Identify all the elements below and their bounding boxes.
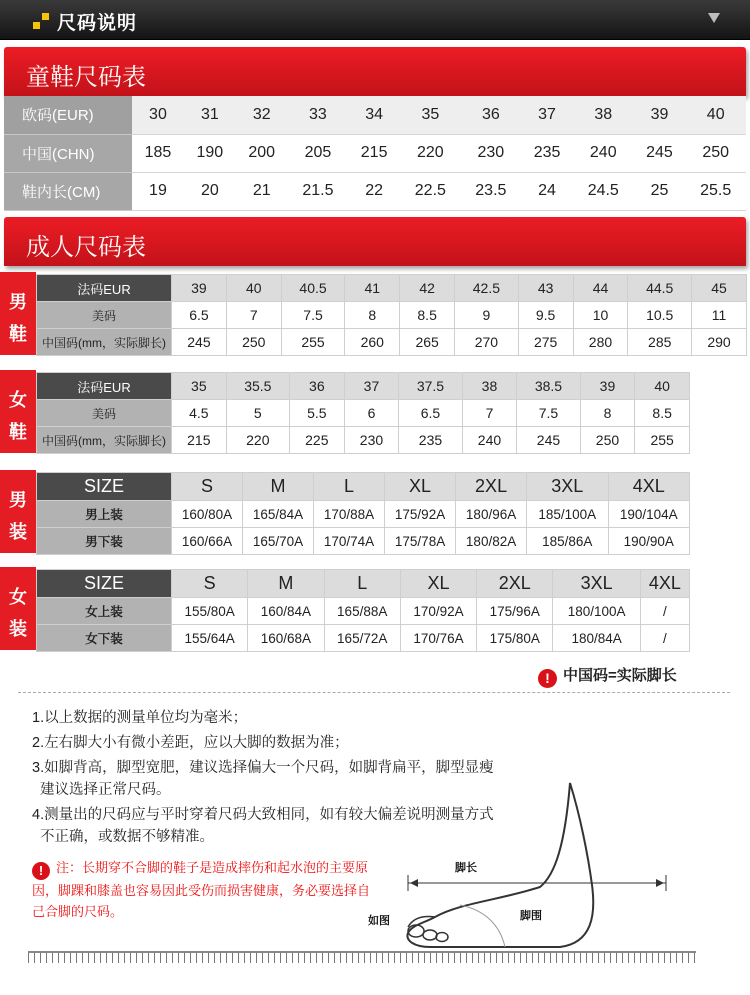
table-cell: 35 — [400, 96, 461, 134]
table-row — [37, 625, 690, 652]
row-header: SIZE — [37, 473, 172, 501]
table-cell: 275 — [518, 329, 573, 356]
table-cell: 7.5 — [517, 400, 580, 427]
table-cell: 180/84A — [553, 625, 640, 652]
table-cell: 22.5 — [400, 172, 461, 210]
table-cell: 270 — [455, 329, 519, 356]
table-cell: 38 — [573, 96, 634, 134]
table-cell: 185 — [132, 134, 184, 172]
table-cell: 38.5 — [517, 373, 580, 400]
size-note-text: 中国码=实际脚长 — [563, 667, 677, 684]
table-row — [37, 373, 690, 400]
table-cell: 250 — [580, 427, 635, 454]
table-cell: 20 — [184, 172, 236, 210]
table-cell: 170/88A — [314, 501, 385, 528]
row-header: 女上装 — [37, 598, 172, 625]
table-row — [37, 570, 690, 598]
women-clothes-table — [36, 569, 690, 652]
triangle-down-icon[interactable] — [708, 13, 720, 23]
men-clothes-side-label — [0, 470, 36, 553]
warning-icon: ! — [32, 862, 50, 880]
kids-size-title: 童鞋尺码表 — [26, 64, 146, 91]
table-cell: 36 — [461, 96, 522, 134]
men-shoes-table — [36, 274, 747, 356]
caution-note — [32, 857, 372, 922]
table-cell: 25 — [634, 172, 686, 210]
side-char: 男 — [9, 490, 27, 510]
table-row — [37, 473, 690, 501]
table-cell: L — [314, 473, 385, 501]
table-cell: 240 — [462, 427, 517, 454]
table-cell: 285 — [628, 329, 692, 356]
table-cell: 45 — [692, 275, 747, 302]
table-cell: / — [640, 625, 689, 652]
table-cell: 36 — [290, 373, 345, 400]
table-cell: 2XL — [456, 473, 527, 501]
row-header: 法码EUR — [37, 373, 172, 400]
side-char: 女 — [9, 390, 27, 410]
table-cell: 170/76A — [400, 625, 476, 652]
side-char: 男 — [9, 292, 27, 312]
row-header: 男下装 — [37, 528, 172, 555]
table-cell: 37 — [344, 373, 399, 400]
row-header: 鞋内长(CM) — [4, 172, 132, 210]
table-cell: 255 — [281, 329, 345, 356]
men-shoes-side-label — [0, 272, 36, 355]
table-cell: 165/72A — [324, 625, 400, 652]
table-row — [4, 172, 746, 210]
table-cell: 40 — [685, 96, 746, 134]
row-header: 中国(CHN) — [4, 134, 132, 172]
table-cell: 37.5 — [399, 373, 462, 400]
row-header: 中国码(mm，实际脚长) — [37, 427, 172, 454]
table-cell: 165/84A — [243, 501, 314, 528]
table-cell: 33 — [288, 96, 349, 134]
table-cell: 10 — [573, 302, 628, 329]
table-cell: 180/100A — [553, 598, 640, 625]
table-cell: 40 — [635, 373, 690, 400]
table-row — [37, 598, 690, 625]
foot-measure-figure — [360, 775, 690, 960]
side-char: 女 — [9, 587, 27, 607]
table-cell: 290 — [692, 329, 747, 356]
table-cell: 155/64A — [172, 625, 248, 652]
table-cell: 260 — [345, 329, 400, 356]
table-cell: 30 — [132, 96, 184, 134]
table-cell: 200 — [236, 134, 288, 172]
top-header — [0, 0, 750, 40]
instruction-line: 不正确，或数据不够精准。 — [40, 829, 214, 845]
table-cell: 23.5 — [461, 172, 522, 210]
row-header: 欧码(EUR) — [4, 96, 132, 134]
table-cell: 190/90A — [608, 528, 690, 555]
table-cell: 245 — [172, 329, 227, 356]
table-cell: 245 — [634, 134, 686, 172]
divider — [18, 692, 730, 693]
table-cell: 31 — [184, 96, 236, 134]
table-cell: 160/80A — [172, 501, 243, 528]
table-row — [37, 427, 690, 454]
table-cell: 255 — [635, 427, 690, 454]
instruction-line: 1.以上数据的测量单位均为毫米； — [32, 710, 248, 726]
kids-size-banner — [4, 47, 746, 96]
side-char: 装 — [9, 619, 27, 639]
table-cell: 250 — [226, 329, 281, 356]
table-cell: 8.5 — [635, 400, 690, 427]
table-cell: 8.5 — [400, 302, 455, 329]
ruler — [28, 951, 696, 971]
table-cell: 230 — [344, 427, 399, 454]
table-cell: 180/82A — [456, 528, 527, 555]
table-cell: XL — [385, 473, 456, 501]
table-cell: 11 — [692, 302, 747, 329]
table-row — [37, 501, 690, 528]
table-cell: 4XL — [640, 570, 689, 598]
table-cell: 215 — [172, 427, 227, 454]
table-cell: 39 — [634, 96, 686, 134]
table-cell: 6 — [344, 400, 399, 427]
side-char: 鞋 — [9, 324, 27, 344]
kids-size-table — [4, 96, 746, 211]
instruction-line: 建议选择正常尺码。 — [40, 782, 171, 798]
row-header: 美码 — [37, 400, 172, 427]
table-cell: 35 — [172, 373, 227, 400]
table-cell: 44.5 — [628, 275, 692, 302]
table-cell: 8 — [580, 400, 635, 427]
table-cell: 235 — [399, 427, 462, 454]
table-cell: 190 — [184, 134, 236, 172]
table-cell: 4.5 — [172, 400, 227, 427]
table-cell: XL — [400, 570, 476, 598]
table-cell: 42.5 — [455, 275, 519, 302]
women-shoes-side-label — [0, 370, 36, 453]
table-cell: 215 — [348, 134, 400, 172]
table-row — [37, 400, 690, 427]
table-cell: 175/80A — [477, 625, 553, 652]
table-cell: 220 — [226, 427, 289, 454]
table-cell: 39 — [172, 275, 227, 302]
table-cell: 10.5 — [628, 302, 692, 329]
foot-length-label: 脚长 — [455, 862, 477, 874]
table-cell: 2XL — [477, 570, 553, 598]
table-cell: 8 — [345, 302, 400, 329]
table-cell: 24 — [521, 172, 573, 210]
table-cell: 155/80A — [172, 598, 248, 625]
table-row — [4, 134, 746, 172]
table-cell: 21.5 — [288, 172, 349, 210]
table-cell: 4XL — [608, 473, 690, 501]
table-cell: 37 — [521, 96, 573, 134]
instruction-line: 3.如脚背高，脚型宽肥，建议选择偏大一个尺码，如脚背扁平，脚型显瘦 — [32, 760, 494, 776]
table-cell: 205 — [288, 134, 349, 172]
table-cell: 43 — [518, 275, 573, 302]
men-clothes-table — [36, 472, 690, 555]
table-cell: 280 — [573, 329, 628, 356]
table-row — [4, 96, 746, 134]
table-cell: 35.5 — [226, 373, 289, 400]
table-cell: 34 — [348, 96, 400, 134]
women-clothes-side-label — [0, 567, 36, 650]
row-header: SIZE — [37, 570, 172, 598]
table-cell: 5 — [226, 400, 289, 427]
table-cell: S — [172, 570, 248, 598]
table-cell: S — [172, 473, 243, 501]
table-cell: 175/78A — [385, 528, 456, 555]
table-cell: 170/92A — [400, 598, 476, 625]
as-shown-label: 如图 — [368, 915, 390, 927]
row-header: 男上装 — [37, 501, 172, 528]
table-cell: 265 — [400, 329, 455, 356]
adult-size-banner — [4, 217, 746, 266]
table-cell: 6.5 — [172, 302, 227, 329]
table-cell: 7.5 — [281, 302, 345, 329]
table-cell: 245 — [517, 427, 580, 454]
instruction-line: 2.左右脚大小有微小差距，应以大脚的数据为准； — [32, 735, 349, 751]
table-cell: 230 — [461, 134, 522, 172]
table-cell: 170/74A — [314, 528, 385, 555]
table-cell: L — [324, 570, 400, 598]
instruction-line: 4.测量出的尺码应与平时穿着尺码大致相同，如有较大偏差说明测量方式 — [32, 807, 494, 823]
warning-icon: ! — [538, 669, 557, 688]
table-cell: 7 — [226, 302, 281, 329]
table-cell: M — [243, 473, 314, 501]
row-header: 中国码(mm，实际脚长) — [37, 329, 172, 356]
table-cell: 180/96A — [456, 501, 527, 528]
table-cell: 160/84A — [248, 598, 324, 625]
table-cell: 32 — [236, 96, 288, 134]
table-row — [37, 302, 747, 329]
table-cell: 165/88A — [324, 598, 400, 625]
table-cell: 160/66A — [172, 528, 243, 555]
table-cell: 39 — [580, 373, 635, 400]
table-cell: 175/96A — [477, 598, 553, 625]
foot-illustration — [360, 775, 690, 960]
table-cell: 165/70A — [243, 528, 314, 555]
table-cell: 6.5 — [399, 400, 462, 427]
table-cell: 40 — [226, 275, 281, 302]
foot-girth-label: 脚围 — [520, 910, 542, 922]
table-row — [37, 329, 747, 356]
table-cell: 235 — [521, 134, 573, 172]
table-cell: 175/92A — [385, 501, 456, 528]
logo-icon — [33, 13, 49, 29]
table-cell: 41 — [345, 275, 400, 302]
table-cell: 3XL — [527, 473, 608, 501]
table-cell: 9.5 — [518, 302, 573, 329]
table-cell: 19 — [132, 172, 184, 210]
table-cell: 225 — [290, 427, 345, 454]
caution-text: 注：长期穿不合脚的鞋子是造成摔伤和起水泡的主要原因，脚踝和膝盖也容易因此受伤而损害健康，务必要选择自己合脚的尺码。 — [32, 860, 371, 919]
table-cell: 42 — [400, 275, 455, 302]
table-cell: 24.5 — [573, 172, 634, 210]
page-title: 尺码说明 — [57, 13, 138, 34]
table-cell: M — [248, 570, 324, 598]
table-row — [37, 528, 690, 555]
row-header: 女下装 — [37, 625, 172, 652]
side-char: 鞋 — [9, 422, 27, 442]
table-cell: 3XL — [553, 570, 640, 598]
table-cell: 190/104A — [608, 501, 690, 528]
table-cell: 21 — [236, 172, 288, 210]
table-cell: 5.5 — [290, 400, 345, 427]
table-cell: 185/86A — [527, 528, 608, 555]
adult-size-title: 成人尺码表 — [26, 234, 146, 261]
table-cell: 7 — [462, 400, 517, 427]
table-cell: 44 — [573, 275, 628, 302]
table-cell: 185/100A — [527, 501, 608, 528]
table-cell: 220 — [400, 134, 461, 172]
table-cell: 40.5 — [281, 275, 345, 302]
table-row — [37, 275, 747, 302]
table-cell: 9 — [455, 302, 519, 329]
table-cell: 25.5 — [685, 172, 746, 210]
row-header: 美码 — [37, 302, 172, 329]
side-char: 装 — [9, 522, 27, 542]
table-cell: 22 — [348, 172, 400, 210]
women-shoes-table — [36, 372, 690, 454]
table-cell: 38 — [462, 373, 517, 400]
row-header: 法码EUR — [37, 275, 172, 302]
table-cell: 250 — [685, 134, 746, 172]
table-cell: 160/68A — [248, 625, 324, 652]
table-cell: / — [640, 598, 689, 625]
size-note — [538, 664, 677, 688]
table-cell: 240 — [573, 134, 634, 172]
